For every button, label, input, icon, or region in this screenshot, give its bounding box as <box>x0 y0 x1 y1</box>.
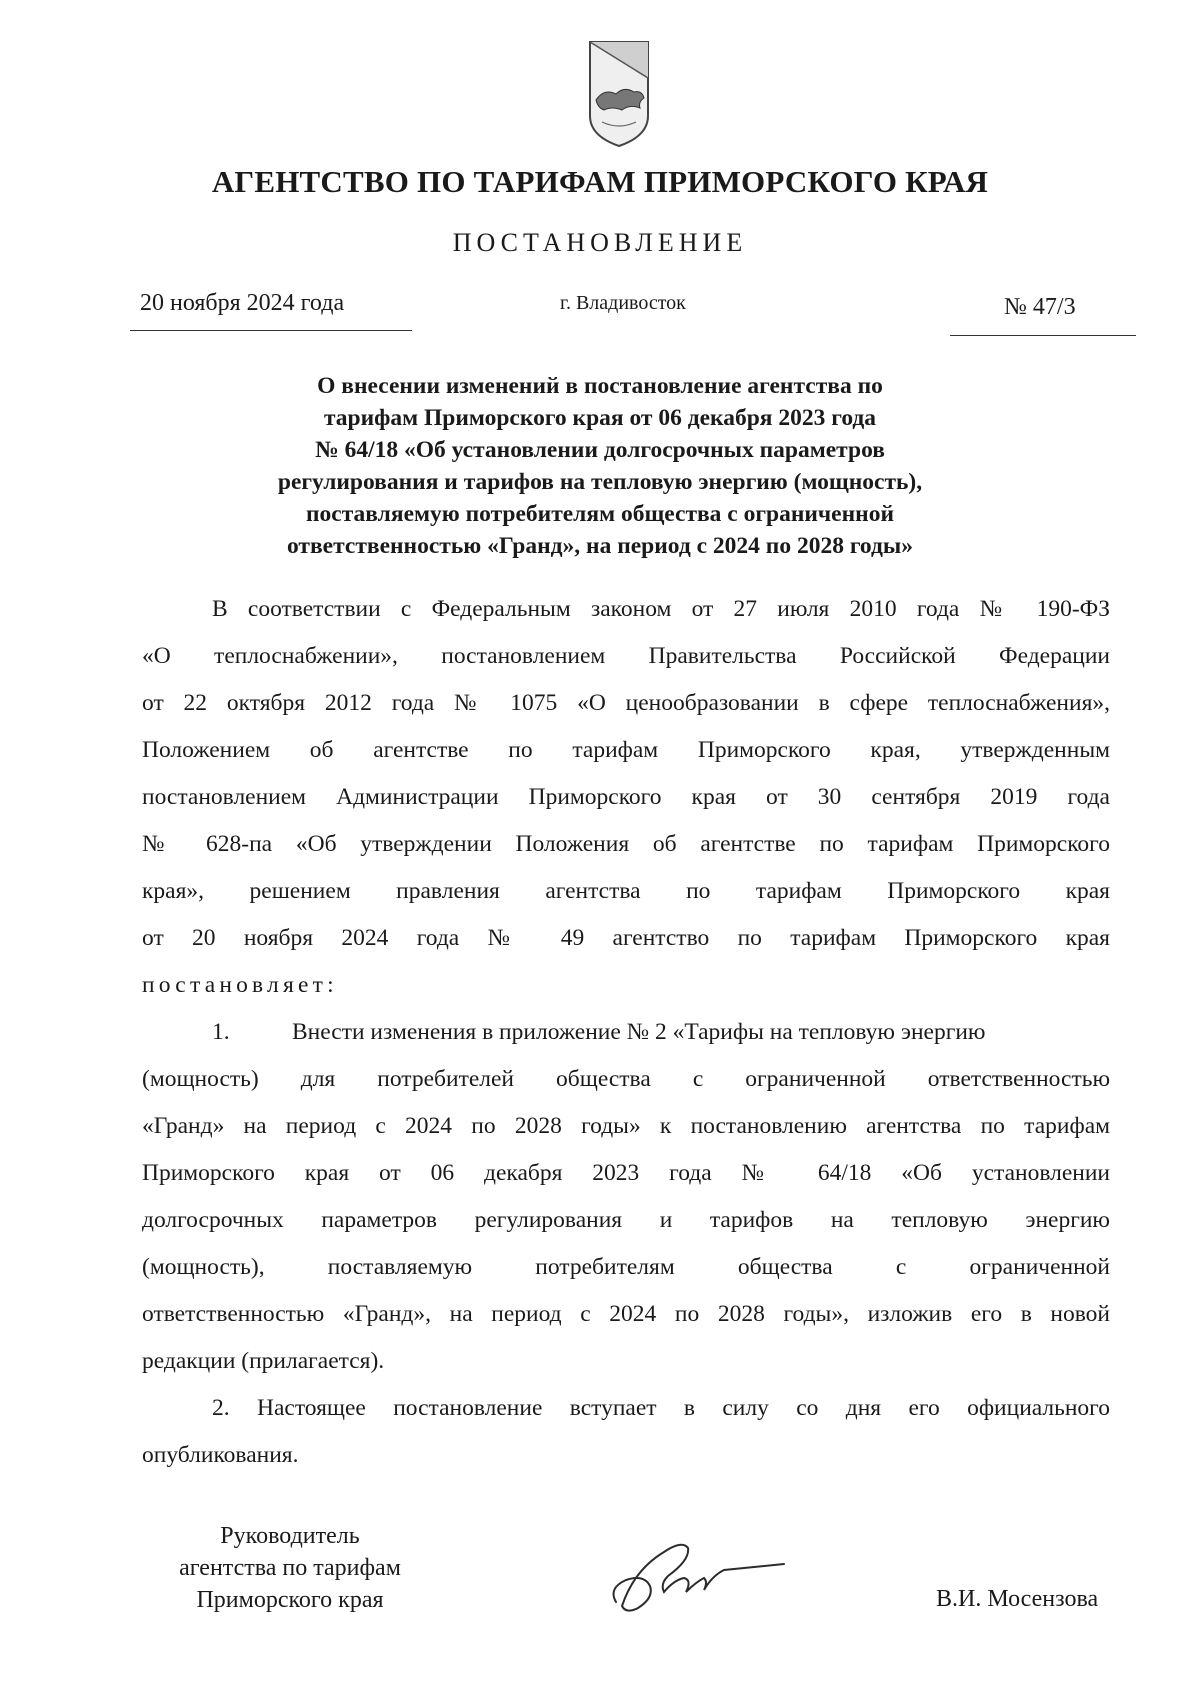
item-2-last-line: опубликования. <box>142 1442 299 1468</box>
preamble-line: края», решением правления агентства по тарифам Приморского края <box>142 878 1110 904</box>
document-body <box>142 586 1110 1479</box>
coat-of-arms-icon <box>582 38 656 150</box>
position-line: Руководитель <box>220 1523 360 1549</box>
item-1-number: 1. <box>212 1019 230 1045</box>
item-1-last-line: редакции (прилагается). <box>142 1348 385 1374</box>
item-2-first-line: 2. Настоящее постановление вступает в силу со дня его официального <box>212 1395 1110 1421</box>
document-type: ПОСТАНОВЛЕНИЕ <box>452 228 748 257</box>
item-1-line: (мощность) для потребителей общества с ограниченной ответственностью <box>142 1066 1110 1092</box>
item-1-line: (мощность), поставляемую потребителям общества с ограниченной <box>142 1254 1110 1280</box>
document-subject <box>180 370 1020 562</box>
preamble-line: В соответствии с Федеральным законом от 27 июля 2010 года № 190-ФЗ <box>212 596 1110 622</box>
signatory-position <box>150 1520 430 1616</box>
preamble-line: от 20 ноября 2024 года № 49 агентство по тарифам Приморского края <box>142 925 1110 951</box>
subject-line: поставляемую потребителям общества с ограниченной <box>306 501 894 527</box>
document-city: г. Владивосток <box>560 292 686 314</box>
subject-line: тарифам Приморского края от 06 декабря 2023 года <box>323 405 877 431</box>
signatory-name: В.И. Мосензова <box>936 1586 1099 1612</box>
item-1-line: долгосрочных параметров регулирования и тарифов на тепловую энергию <box>142 1207 1110 1233</box>
preamble-line: Положением об агентстве по тарифам Приморского края, утвержденным <box>142 737 1110 763</box>
subject-line: регулирования и тарифов на тепловую энергию (мощность), <box>277 469 923 495</box>
document-number: № 47/3 <box>1004 294 1076 320</box>
subject-line: № 64/18 «Об установлении долгосрочных параметров <box>315 437 885 463</box>
preamble-line: «О теплоснабжении», постановлением Правительства Российской Федерации <box>142 643 1110 669</box>
subject-line: ответственностью «Гранд», на период с 2024 по 2028 годы» <box>286 533 913 559</box>
position-line: Приморского края <box>196 1587 384 1613</box>
preamble-line: № 628-па «Об утверждении Положения об агентстве по тарифам Приморского <box>142 831 1110 857</box>
document-date: 20 ноября 2024 года <box>140 290 345 316</box>
number-underline <box>950 335 1136 336</box>
decree-word: постановляет: <box>142 972 338 998</box>
item-1-line: Приморского края от 06 декабря 2023 года № 64/18 «Об установлении <box>142 1160 1110 1186</box>
position-line: агентства по тарифам <box>179 1555 401 1581</box>
preamble-line: постановлением Администрации Приморского края от 30 сентября 2019 года <box>142 784 1110 810</box>
date-underline <box>130 330 412 331</box>
item-1-text: Внести изменения в приложение № 2 «Тарифы на тепловую энергию <box>292 1019 986 1045</box>
agency-title: АГЕНТСТВО ПО ТАРИФАМ ПРИМОРСКОГО КРАЯ <box>211 164 989 199</box>
subject-line: О внесении изменений в постановление агентства по <box>317 373 883 399</box>
preamble-line: от 22 октября 2012 года № 1075 «О ценообразовании в сфере теплоснабжения», <box>142 690 1110 716</box>
handwritten-signature <box>604 1530 794 1622</box>
item-1-line: «Гранд» на период с 2024 по 2028 годы» к постановлению агентства по тарифам <box>142 1113 1110 1139</box>
item-1-line: ответственностью «Гранд», на период с 2024 по 2028 годы», изложив его в новой <box>142 1301 1110 1327</box>
item-1-first-line <box>142 1009 1110 1056</box>
